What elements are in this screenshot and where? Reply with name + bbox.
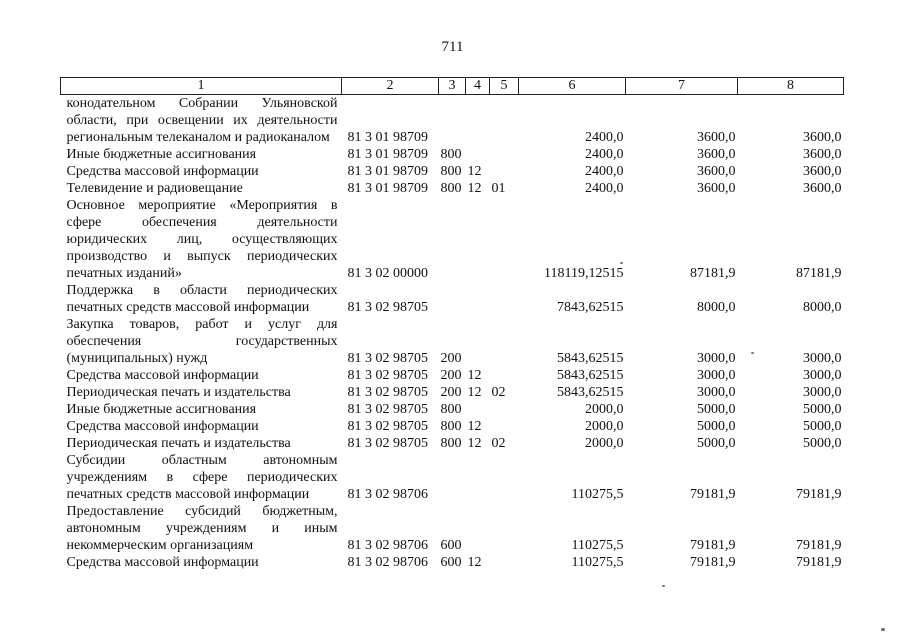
col-header-8: 8: [738, 78, 844, 95]
row-subsection: [490, 146, 519, 163]
row-section: 12: [467, 555, 482, 570]
row-amount-col8: 79181,9: [796, 487, 842, 502]
row-amount-col7: 3000,0: [697, 351, 736, 366]
row-amount-col6: 2400,0: [585, 164, 624, 179]
table-row: [61, 435, 844, 452]
row-name: Средства массовой информации: [66, 164, 259, 179]
row-amount-col8: 8000,0: [803, 300, 842, 315]
row-name: Телевидение и радиовещание: [66, 181, 243, 196]
table-row: [61, 503, 844, 554]
row-target-code: 81 3 02 98705: [347, 368, 428, 383]
row-section: 12: [467, 164, 482, 179]
row-expense-type: 200: [440, 351, 462, 366]
row-amount-col7: 79181,9: [690, 538, 736, 553]
row-amount-col6: 110275,5: [571, 555, 624, 570]
row-name: Поддержка в области периодических печатных средств массовой информации: [66, 283, 338, 315]
row-section: 12: [467, 181, 482, 196]
row-amount-col8: 79181,9: [796, 538, 842, 553]
table-row: [61, 282, 844, 316]
row-name: Основное мероприятие «Мероприятия в сфере обеспечения деятельности юридических лиц, осуществляющих производство и выпуск периодических печатных изданий»: [66, 198, 338, 281]
row-amount-col6: 110275,5: [571, 487, 624, 502]
table-row: [61, 384, 844, 401]
table-row: [61, 146, 844, 163]
row-amount-col8: 3000,0: [803, 351, 842, 366]
row-expense-type: [439, 282, 466, 316]
scan-speck: [620, 262, 623, 264]
row-subsection: [490, 503, 519, 554]
column-number-header: [61, 78, 844, 95]
row-amount-col6: 110275,5: [571, 538, 624, 553]
row-amount-col7: 79181,9: [690, 555, 736, 570]
row-subsection: [490, 282, 519, 316]
row-name: Предоставление субсидий бюджетным, автономным учреждениям и иным некоммерческим организациям: [66, 504, 338, 553]
row-amount-col7: 3600,0: [697, 130, 736, 145]
row-section: [466, 503, 490, 554]
row-amount-col6: 5843,62515: [557, 351, 624, 366]
table-row: [61, 197, 844, 282]
col-header-5: 5: [490, 78, 519, 95]
row-amount-col6: 2400,0: [585, 147, 624, 162]
row-target-code: 81 3 01 98709: [347, 164, 428, 179]
row-amount-col8: 87181,9: [796, 266, 842, 281]
row-section: [466, 282, 490, 316]
row-target-code: 81 3 02 98705: [347, 385, 428, 400]
row-expense-type: 800: [440, 419, 462, 434]
scan-speck: [881, 628, 885, 631]
row-amount-col8: 3000,0: [803, 385, 842, 400]
row-section: [466, 146, 490, 163]
col-header-4: 4: [466, 78, 490, 95]
row-expense-type: 800: [440, 164, 462, 179]
col-header-6: 6: [519, 78, 626, 95]
row-name: Средства массовой информации: [66, 419, 259, 434]
row-target-code: 81 3 02 98706: [347, 555, 428, 570]
table-row: [61, 401, 844, 418]
row-expense-type: [439, 452, 466, 503]
row-subsection: [490, 163, 519, 180]
row-subsection: [490, 367, 519, 384]
row-expense-type: 800: [440, 436, 462, 451]
row-amount-col7: 5000,0: [697, 419, 736, 434]
row-expense-type: 600: [440, 538, 462, 553]
row-amount-col7: 3600,0: [697, 181, 736, 196]
row-amount-col6: 2000,0: [585, 436, 624, 451]
row-target-code: 81 3 01 98709: [347, 130, 428, 145]
row-amount-col8: 5000,0: [803, 419, 842, 434]
row-expense-type: 800: [440, 181, 462, 196]
row-target-code: 81 3 02 98705: [347, 402, 428, 417]
row-amount-col8: 3000,0: [803, 368, 842, 383]
row-name: конодательном Собрании Ульяновской области, при освещении их деятельности региональным телеканалом и радиоканалом: [66, 96, 338, 145]
row-section: [466, 197, 490, 282]
table-row: [61, 554, 844, 571]
row-expense-type: 200: [440, 368, 462, 383]
row-subsection: 02: [491, 385, 506, 400]
table-row: [61, 316, 844, 367]
row-expense-type: 800: [440, 402, 462, 417]
row-amount-col7: 5000,0: [697, 402, 736, 417]
row-target-code: 81 3 02 98706: [347, 538, 428, 553]
row-amount-col6: 2000,0: [585, 419, 624, 434]
row-amount-col8: 3600,0: [803, 181, 842, 196]
row-amount-col7: 79181,9: [690, 487, 736, 502]
row-name: Периодическая печать и издательства: [66, 385, 291, 400]
row-expense-type: 600: [440, 555, 462, 570]
row-expense-type: [439, 95, 466, 147]
row-amount-col8: 5000,0: [803, 436, 842, 451]
budget-table: [60, 77, 844, 571]
col-header-3: 3: [439, 78, 466, 95]
scan-speck: [751, 352, 754, 354]
row-amount-col7: 3000,0: [697, 385, 736, 400]
row-name: Субсидии областным автономным учреждениям в сфере периодических печатных средств массовой информации: [66, 453, 338, 502]
row-amount-col7: 5000,0: [697, 436, 736, 451]
row-amount-col6: 2400,0: [585, 181, 624, 196]
table-row: [61, 367, 844, 384]
row-name: Закупка товаров, работ и услуг для обеспечения государственных (муниципальных) нужд: [66, 317, 338, 366]
row-subsection: 02: [491, 436, 506, 451]
row-subsection: [490, 452, 519, 503]
row-amount-col8: 5000,0: [803, 402, 842, 417]
row-amount-col7: 87181,9: [690, 266, 736, 281]
table-row: [61, 95, 844, 147]
row-subsection: [490, 554, 519, 571]
row-amount-col6: 5843,62515: [557, 385, 624, 400]
row-section: [466, 452, 490, 503]
row-name: Средства массовой информации: [66, 368, 259, 383]
row-section: 12: [467, 368, 482, 383]
table-row: [61, 418, 844, 435]
page-number: 711: [441, 39, 464, 55]
row-subsection: [490, 418, 519, 435]
row-name: Периодическая печать и издательства: [66, 436, 291, 451]
row-amount-col6: 5843,62515: [557, 368, 624, 383]
row-amount-col6: 7843,62515: [557, 300, 624, 315]
row-target-code: 81 3 02 98705: [347, 419, 428, 434]
row-amount-col7: 8000,0: [697, 300, 736, 315]
row-section: 12: [467, 419, 482, 434]
row-subsection: 01: [491, 181, 506, 196]
row-subsection: [490, 401, 519, 418]
row-subsection: [490, 316, 519, 367]
row-name: Иные бюджетные ассигнования: [66, 147, 257, 162]
table-row: [61, 180, 844, 197]
col-header-1: 1: [61, 78, 342, 95]
row-section: [466, 95, 490, 147]
row-target-code: 81 3 02 98705: [347, 436, 428, 451]
row-subsection: [490, 95, 519, 147]
row-amount-col8: 3600,0: [803, 130, 842, 145]
row-target-code: 81 3 01 98709: [347, 181, 428, 196]
table-row: [61, 452, 844, 503]
row-amount-col6: 2400,0: [585, 130, 624, 145]
row-amount-col7: 3000,0: [697, 368, 736, 383]
row-target-code: 81 3 02 00000: [347, 266, 428, 281]
row-amount-col6: 2000,0: [585, 402, 624, 417]
row-amount-col8: 3600,0: [803, 147, 842, 162]
col-header-7: 7: [626, 78, 738, 95]
row-section: 12: [467, 385, 482, 400]
row-amount-col6: 118119,12515: [544, 266, 624, 281]
row-target-code: 81 3 02 98705: [347, 351, 428, 366]
row-expense-type: [439, 197, 466, 282]
row-subsection: [490, 197, 519, 282]
row-section: [466, 316, 490, 367]
row-section: [466, 401, 490, 418]
row-name: Средства массовой информации: [66, 555, 259, 570]
scan-speck: [662, 585, 665, 587]
table-row: [61, 163, 844, 180]
row-amount-col7: 3600,0: [697, 164, 736, 179]
row-amount-col8: 3600,0: [803, 164, 842, 179]
row-section: 12: [467, 436, 482, 451]
row-expense-type: 200: [440, 385, 462, 400]
row-name: Иные бюджетные ассигнования: [66, 402, 257, 417]
row-target-code: 81 3 01 98709: [347, 147, 428, 162]
row-target-code: 81 3 02 98705: [347, 300, 428, 315]
row-target-code: 81 3 02 98706: [347, 487, 428, 502]
row-expense-type: 800: [440, 147, 462, 162]
row-amount-col8: 79181,9: [796, 555, 842, 570]
col-header-2: 2: [342, 78, 439, 95]
row-amount-col7: 3600,0: [697, 147, 736, 162]
